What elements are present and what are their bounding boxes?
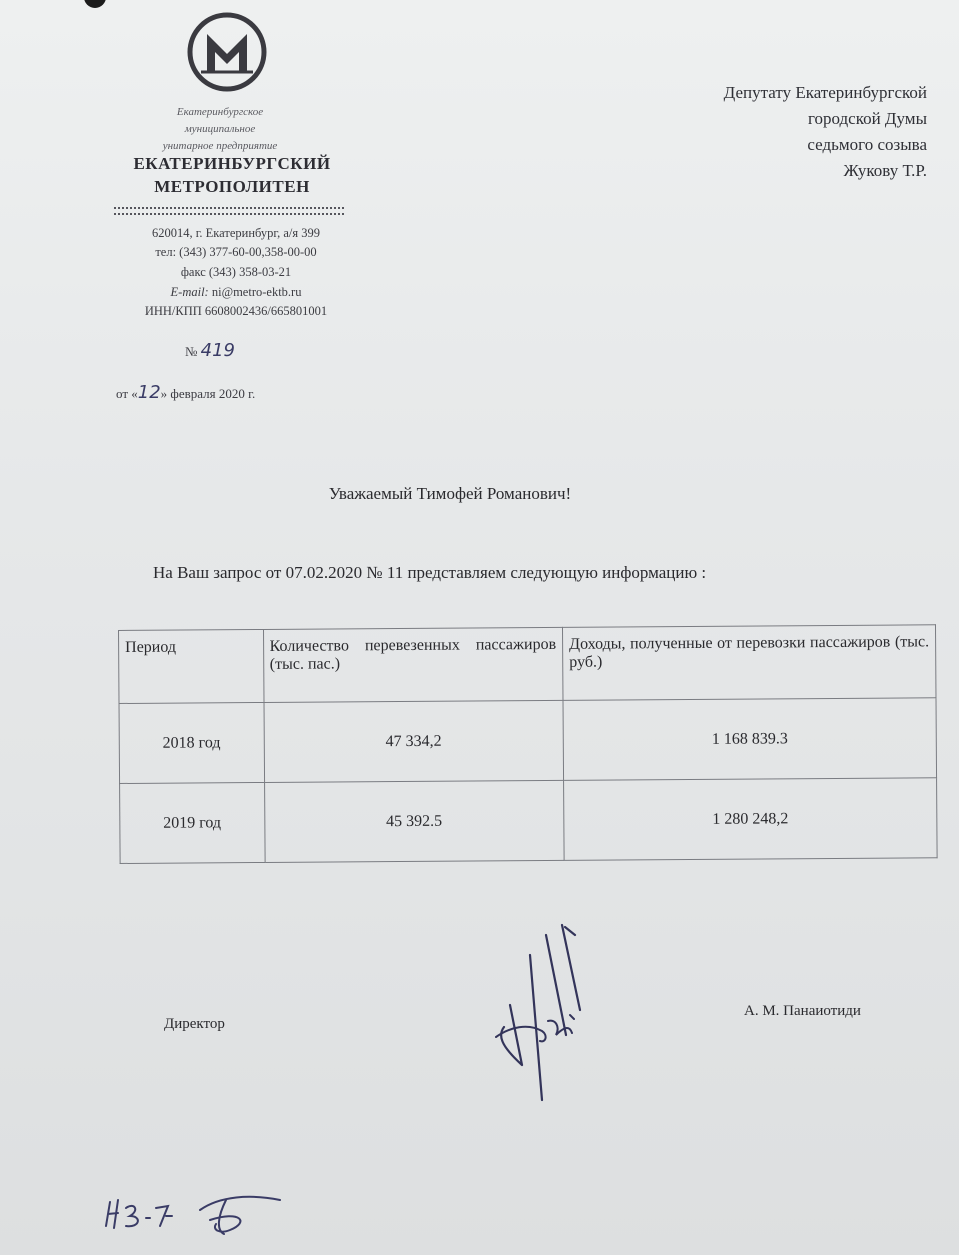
table-row: [120, 778, 938, 864]
cell-passengers: 47 334,2: [264, 700, 564, 782]
org-name-line2: МЕТРОПОЛИТЕН: [154, 177, 310, 196]
org-phone: тел: (343) 377-60-00,358-00-00: [155, 245, 317, 259]
outgoing-date: [116, 382, 255, 403]
greeting: Уважаемый Тимофей Романович!: [328, 484, 572, 503]
metro-logo-icon: [185, 10, 269, 94]
signer-position: Директор: [164, 1016, 225, 1032]
org-name-line1: ЕКАТЕРИНБУРГСКИЙ: [133, 154, 331, 173]
org-type-line2: муниципальное: [184, 123, 256, 135]
org-type-line1: Екатеринбургское: [176, 106, 264, 118]
date-day: 12: [137, 382, 161, 403]
org-inn: ИНН/КПП 6608002436/665801001: [144, 304, 328, 318]
addressee-line2: городской Думы: [807, 109, 927, 128]
addressee-line4: Жукову Т.Р.: [843, 161, 927, 180]
number-value: 419: [200, 340, 236, 361]
date-suffix: » февраля 2020 г.: [160, 386, 256, 401]
addressee-line3: седьмого созыва: [807, 135, 927, 154]
org-fax: факс (343) 358-03-21: [180, 265, 292, 279]
addressee-line1: Депутату Екатеринбургской: [723, 83, 927, 102]
cell-revenue: 1 280 248,2: [564, 778, 938, 861]
email-label: E-mail:: [170, 285, 209, 299]
org-address: 620014, г. Екатеринбург, а/я 399: [151, 226, 321, 240]
cell-revenue: 1 168 839.3: [563, 698, 937, 781]
statistics-table: [118, 624, 938, 864]
org-type-line3: унитарное предприятие: [162, 140, 278, 152]
table-header-row: [119, 625, 936, 704]
date-prefix: от «: [116, 386, 138, 401]
addressee-block: [724, 80, 927, 184]
signer-name: А. М. Панаиотиди: [744, 1003, 861, 1019]
outgoing-number: [185, 340, 235, 361]
header-revenue: Доходы, полученные от перевозки пассажиров (тыс. руб.): [563, 625, 936, 701]
table-row: [119, 698, 937, 784]
org-email: ni@metro-ektb.ru: [211, 285, 302, 299]
handwritten-note-icon: [100, 1180, 300, 1250]
header-period: Период: [119, 629, 264, 703]
letterhead-divider: [114, 207, 344, 209]
org-email-line: [106, 283, 366, 302]
header-passengers: Количество перевезенных пассажиров (тыс. пас.): [263, 627, 563, 702]
intro-text: На Ваш запрос от 07.02.2020 № 11 представляем следующую информацию :: [153, 563, 707, 582]
cell-period: 2019 год: [120, 782, 265, 863]
letterhead-divider-2: [114, 213, 344, 215]
number-label: №: [185, 344, 198, 359]
cell-period: 2018 год: [119, 702, 264, 783]
punch-hole: [84, 0, 106, 8]
cell-passengers: 45 392.5: [264, 780, 564, 862]
handwritten-signature-icon: [470, 915, 610, 1105]
